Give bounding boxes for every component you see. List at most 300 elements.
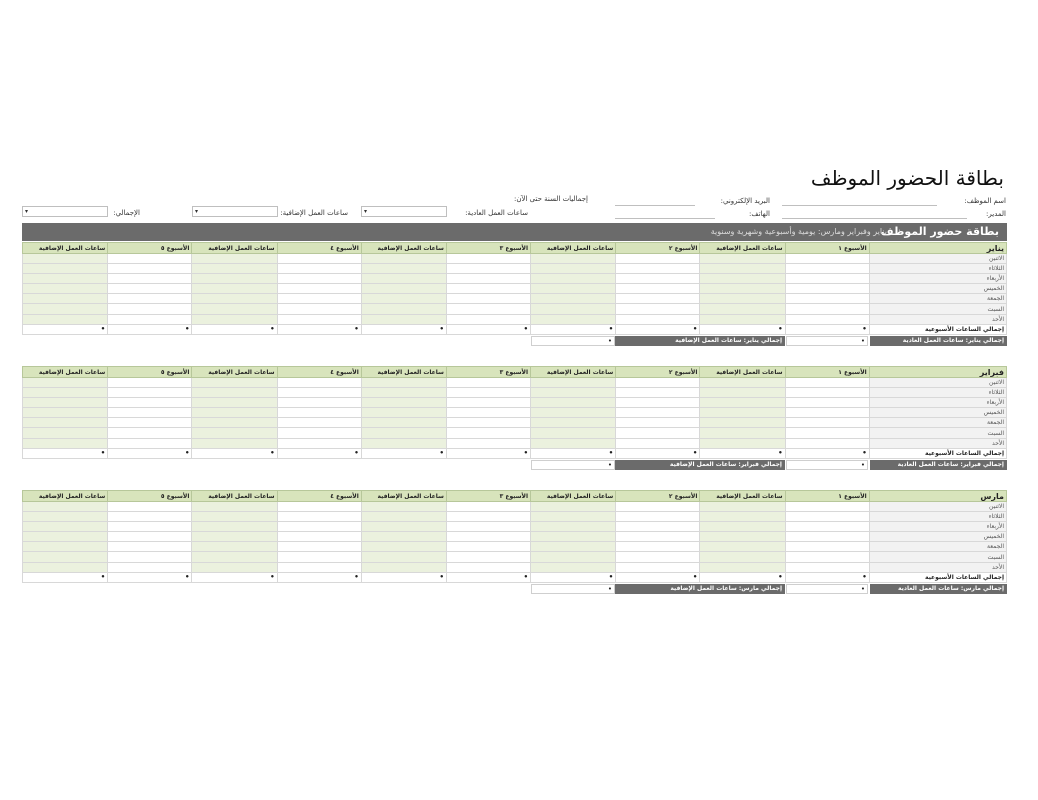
- section-banner: [22, 223, 1007, 241]
- overtime-hours-cell[interactable]: [700, 438, 785, 448]
- regular-hours-cell[interactable]: [446, 304, 530, 314]
- overtime-hours-cell[interactable]: [531, 542, 616, 552]
- overtime-hours-cell[interactable]: [361, 542, 446, 552]
- weekly-total-value: [446, 448, 530, 458]
- overtime-hours-cell[interactable]: [192, 284, 277, 294]
- regular-hours-cell[interactable]: [446, 294, 530, 304]
- overtime-hours-cell[interactable]: [361, 562, 446, 572]
- overtime-hours-cell[interactable]: [192, 254, 277, 264]
- regular-hours-cell[interactable]: [277, 378, 361, 388]
- total-label: الإجمالي:: [113, 209, 140, 217]
- overtime-hours-cell[interactable]: [192, 274, 277, 284]
- regular-total-label: إجمالي مارس: ساعات العمل العادية: [870, 584, 1007, 594]
- weekly-total-value: [277, 448, 361, 458]
- regular-hours-cell[interactable]: [446, 408, 530, 418]
- overtime-hours-cell[interactable]: [192, 512, 277, 522]
- overtime-hours-cell[interactable]: [700, 542, 785, 552]
- regular-hours-cell[interactable]: [446, 378, 530, 388]
- overtime-hours-cell[interactable]: [700, 552, 785, 562]
- overtime-hours-cell[interactable]: [23, 284, 108, 294]
- ytd-label: إجماليات السنة حتى الآن:: [514, 195, 588, 203]
- regular-hours-cell[interactable]: [785, 438, 869, 448]
- weekly-total-row: [23, 572, 1007, 582]
- overtime-hours-cell[interactable]: [192, 304, 277, 314]
- overtime-hours-cell[interactable]: [700, 254, 785, 264]
- regular-hours-cell[interactable]: [616, 284, 700, 294]
- day-label: الثلاثاء: [869, 512, 1006, 522]
- regular-hours-cell[interactable]: [785, 418, 869, 428]
- regular-hours-cell[interactable]: [785, 408, 869, 418]
- column-header: ساعات العمل الإضافية: [531, 367, 616, 378]
- overtime-hours-cell[interactable]: [361, 438, 446, 448]
- overtime-hours-cell[interactable]: [192, 398, 277, 408]
- regular-hours-dropdown[interactable]: [361, 206, 447, 217]
- overtime-hours-cell[interactable]: [192, 314, 277, 324]
- weekly-total-label: إجمالي الساعات الأسبوعية: [869, 448, 1006, 458]
- overtime-hours-cell[interactable]: [531, 264, 616, 274]
- overtime-hours-cell[interactable]: [700, 418, 785, 428]
- overtime-hours-cell[interactable]: [361, 284, 446, 294]
- header-row: [23, 367, 1007, 378]
- overtime-hours-cell[interactable]: [23, 254, 108, 264]
- overtime-hours-cell[interactable]: [700, 314, 785, 324]
- total-bullet: •: [439, 448, 444, 457]
- regular-hours-cell[interactable]: [446, 552, 530, 562]
- overtime-hours-cell[interactable]: [192, 552, 277, 562]
- regular-hours-cell[interactable]: [108, 562, 192, 572]
- day-label: الاثنين: [869, 378, 1006, 388]
- overtime-hours-cell[interactable]: [531, 552, 616, 562]
- overtime-hours-cell[interactable]: [192, 542, 277, 552]
- regular-hours-cell[interactable]: [616, 522, 700, 532]
- regular-hours-cell[interactable]: [616, 438, 700, 448]
- overtime-hours-cell[interactable]: [361, 502, 446, 512]
- column-header: الأسبوع ٥: [108, 367, 192, 378]
- table-row: [23, 264, 1007, 274]
- overtime-hours-cell[interactable]: [531, 408, 616, 418]
- regular-hours-cell[interactable]: [277, 264, 361, 274]
- overtime-hours-cell[interactable]: [361, 418, 446, 428]
- regular-hours-cell[interactable]: [108, 522, 192, 532]
- overtime-hours-cell[interactable]: [700, 274, 785, 284]
- regular-hours-cell[interactable]: [277, 254, 361, 264]
- weekly-total-value: [277, 572, 361, 582]
- weekly-total-value: [700, 572, 785, 582]
- regular-hours-cell[interactable]: [277, 304, 361, 314]
- overtime-hours-cell[interactable]: [700, 304, 785, 314]
- regular-hours-cell[interactable]: [108, 512, 192, 522]
- regular-hours-cell[interactable]: [108, 552, 192, 562]
- regular-hours-cell[interactable]: [446, 254, 530, 264]
- email-field[interactable]: [615, 205, 695, 206]
- day-label: الجمعة: [869, 418, 1006, 428]
- table-row: [23, 274, 1007, 284]
- banner-title: بطاقة حضور الموظف: [880, 225, 999, 238]
- day-label: الأربعاء: [869, 274, 1006, 284]
- overtime-hours-cell[interactable]: [531, 304, 616, 314]
- column-header: ساعات العمل الإضافية: [531, 491, 616, 502]
- total-bullet: •: [523, 448, 529, 457]
- regular-hours-cell[interactable]: [616, 552, 700, 562]
- weekly-total-value: [108, 324, 192, 334]
- total-bullet: •: [608, 572, 614, 581]
- overtime-hours-cell[interactable]: [531, 388, 616, 398]
- overtime-hours-cell[interactable]: [23, 438, 108, 448]
- regular-hours-cell[interactable]: [785, 522, 869, 532]
- month-name: مارس: [869, 491, 1006, 502]
- table-row: [23, 552, 1007, 562]
- overtime-hours-cell[interactable]: [23, 314, 108, 324]
- regular-hours-cell[interactable]: [277, 388, 361, 398]
- table-row: [23, 408, 1007, 418]
- day-label: الأحد: [869, 314, 1006, 324]
- weekly-total-value: [23, 448, 108, 458]
- total-bullet: •: [692, 448, 698, 457]
- regular-hours-cell[interactable]: [446, 502, 530, 512]
- regular-hours-cell[interactable]: [277, 418, 361, 428]
- overtime-hours-cell[interactable]: [531, 502, 616, 512]
- overtime-hours-cell[interactable]: [192, 532, 277, 542]
- total-bullet: •: [354, 324, 359, 333]
- overtime-hours-cell[interactable]: [531, 284, 616, 294]
- overtime-total-label: إجمالي مارس: ساعات العمل الإضافية: [615, 584, 785, 594]
- overtime-hours-cell[interactable]: [700, 502, 785, 512]
- overtime-hours-cell[interactable]: [192, 264, 277, 274]
- overtime-hours-cell[interactable]: [23, 408, 108, 418]
- regular-hours-cell[interactable]: [277, 512, 361, 522]
- overtime-total-value: •: [531, 336, 615, 346]
- overtime-hours-cell[interactable]: [192, 418, 277, 428]
- overtime-hours-cell[interactable]: [531, 438, 616, 448]
- regular-hours-cell[interactable]: [446, 274, 530, 284]
- column-header: الأسبوع ٤: [277, 243, 361, 254]
- regular-hours-cell[interactable]: [446, 388, 530, 398]
- regular-hours-cell[interactable]: [446, 438, 530, 448]
- column-header: ساعات العمل الإضافية: [23, 367, 108, 378]
- regular-hours-cell[interactable]: [108, 502, 192, 512]
- column-header: ساعات العمل الإضافية: [192, 367, 277, 378]
- overtime-hours-cell[interactable]: [361, 254, 446, 264]
- day-label: الاثنين: [869, 502, 1006, 512]
- day-label: الأربعاء: [869, 398, 1006, 408]
- overtime-hours-cell[interactable]: [23, 388, 108, 398]
- regular-hours-cell[interactable]: [785, 264, 869, 274]
- overtime-hours-cell[interactable]: [531, 532, 616, 542]
- overtime-hours-cell[interactable]: [700, 532, 785, 542]
- overtime-hours-cell[interactable]: [531, 378, 616, 388]
- regular-hours-cell[interactable]: [108, 542, 192, 552]
- weekly-total-value: [531, 324, 616, 334]
- regular-hours-cell[interactable]: [785, 284, 869, 294]
- regular-hours-cell[interactable]: [785, 562, 869, 572]
- regular-hours-label: ساعات العمل العادية:: [465, 209, 528, 217]
- regular-hours-cell[interactable]: [785, 274, 869, 284]
- regular-hours-cell[interactable]: [446, 418, 530, 428]
- overtime-hours-cell[interactable]: [23, 294, 108, 304]
- overtime-hours-cell[interactable]: [700, 264, 785, 274]
- overtime-hours-cell[interactable]: [361, 294, 446, 304]
- overtime-hours-cell[interactable]: [361, 304, 446, 314]
- regular-hours-cell[interactable]: [446, 522, 530, 532]
- regular-hours-cell[interactable]: [785, 398, 869, 408]
- column-header: ساعات العمل الإضافية: [23, 491, 108, 502]
- overtime-hours-cell[interactable]: [361, 522, 446, 532]
- regular-hours-cell[interactable]: [277, 428, 361, 438]
- phone-field[interactable]: [615, 218, 715, 219]
- total-bullet: •: [862, 324, 867, 333]
- total-bullet: •: [523, 324, 529, 333]
- overtime-hours-cell[interactable]: [23, 274, 108, 284]
- table-row: [23, 294, 1007, 304]
- regular-hours-cell[interactable]: [277, 532, 361, 542]
- weekly-total-value: [446, 324, 530, 334]
- employee-name-label: اسم الموظف:: [964, 197, 1006, 205]
- overtime-hours-cell[interactable]: [700, 378, 785, 388]
- regular-hours-cell[interactable]: [616, 314, 700, 324]
- chevron-down-icon: ▾: [364, 208, 368, 215]
- overtime-hours-cell[interactable]: [361, 264, 446, 274]
- regular-hours-cell[interactable]: [446, 562, 530, 572]
- regular-hours-cell[interactable]: [446, 398, 530, 408]
- employee-name-field[interactable]: [782, 205, 937, 206]
- regular-hours-cell[interactable]: [785, 542, 869, 552]
- overtime-hours-cell[interactable]: [700, 562, 785, 572]
- regular-hours-cell[interactable]: [616, 398, 700, 408]
- overtime-hours-cell[interactable]: [361, 532, 446, 542]
- overtime-hours-cell[interactable]: [361, 552, 446, 562]
- overtime-hours-cell[interactable]: [361, 428, 446, 438]
- overtime-hours-cell[interactable]: [192, 522, 277, 532]
- overtime-hours-cell[interactable]: [23, 502, 108, 512]
- weekly-total-value: [108, 572, 192, 582]
- table-row: [23, 388, 1007, 398]
- overtime-hours-cell[interactable]: [192, 408, 277, 418]
- regular-hours-cell[interactable]: [616, 264, 700, 274]
- regular-hours-cell[interactable]: [108, 378, 192, 388]
- total-bullet: •: [270, 572, 275, 581]
- regular-total-value: •: [786, 584, 868, 594]
- overtime-hours-cell[interactable]: [700, 294, 785, 304]
- regular-hours-cell[interactable]: [108, 294, 192, 304]
- overtime-hours-cell[interactable]: [23, 398, 108, 408]
- column-header: ساعات العمل الإضافية: [700, 367, 785, 378]
- regular-hours-cell[interactable]: [108, 418, 192, 428]
- overtime-hours-cell[interactable]: [192, 502, 277, 512]
- regular-hours-cell[interactable]: [785, 552, 869, 562]
- regular-hours-cell[interactable]: [277, 284, 361, 294]
- overtime-hours-cell[interactable]: [700, 522, 785, 532]
- regular-hours-cell[interactable]: [277, 438, 361, 448]
- month-section-3: [22, 490, 1007, 595]
- overtime-dropdown[interactable]: [192, 206, 278, 217]
- regular-hours-cell[interactable]: [277, 542, 361, 552]
- total-bullet: •: [862, 572, 867, 581]
- overtime-hours-cell[interactable]: [531, 314, 616, 324]
- regular-hours-cell[interactable]: [616, 502, 700, 512]
- regular-hours-cell[interactable]: [616, 304, 700, 314]
- overtime-hours-cell[interactable]: [23, 304, 108, 314]
- regular-hours-cell[interactable]: [277, 552, 361, 562]
- regular-hours-cell[interactable]: [108, 274, 192, 284]
- manager-field[interactable]: [782, 218, 967, 219]
- weekly-total-value: [531, 572, 616, 582]
- regular-hours-cell[interactable]: [277, 274, 361, 284]
- overtime-hours-cell[interactable]: [531, 562, 616, 572]
- regular-hours-cell[interactable]: [785, 304, 869, 314]
- column-header: الأسبوع ١: [785, 243, 869, 254]
- regular-hours-cell[interactable]: [108, 428, 192, 438]
- regular-hours-cell[interactable]: [277, 398, 361, 408]
- regular-hours-cell[interactable]: [446, 512, 530, 522]
- regular-hours-cell[interactable]: [785, 388, 869, 398]
- overtime-hours-cell[interactable]: [700, 428, 785, 438]
- regular-hours-cell[interactable]: [108, 304, 192, 314]
- overtime-hours-cell[interactable]: [531, 398, 616, 408]
- overtime-hours-cell[interactable]: [192, 438, 277, 448]
- regular-hours-cell[interactable]: [785, 254, 869, 264]
- header-row: [23, 243, 1007, 254]
- column-header: ساعات العمل الإضافية: [531, 243, 616, 254]
- regular-hours-cell[interactable]: [446, 532, 530, 542]
- table-row: [23, 254, 1007, 264]
- overtime-hours-cell[interactable]: [700, 408, 785, 418]
- column-header: الأسبوع ١: [785, 367, 869, 378]
- overtime-hours-cell[interactable]: [700, 512, 785, 522]
- overtime-hours-cell[interactable]: [192, 388, 277, 398]
- overtime-hours-cell[interactable]: [700, 284, 785, 294]
- regular-hours-cell[interactable]: [446, 428, 530, 438]
- regular-total-value: •: [786, 336, 868, 346]
- table-row: [23, 542, 1007, 552]
- total-bullet: •: [184, 448, 190, 457]
- regular-hours-cell[interactable]: [616, 428, 700, 438]
- total-dropdown[interactable]: [22, 206, 108, 217]
- regular-hours-cell[interactable]: [446, 284, 530, 294]
- overtime-hours-cell[interactable]: [531, 428, 616, 438]
- regular-hours-cell[interactable]: [785, 428, 869, 438]
- regular-hours-cell[interactable]: [277, 408, 361, 418]
- regular-hours-cell[interactable]: [785, 532, 869, 542]
- overtime-hours-cell[interactable]: [23, 378, 108, 388]
- regular-hours-cell[interactable]: [277, 294, 361, 304]
- overtime-hours-cell[interactable]: [531, 294, 616, 304]
- overtime-hours-cell[interactable]: [23, 562, 108, 572]
- table-row: [23, 512, 1007, 522]
- regular-hours-cell[interactable]: [108, 398, 192, 408]
- overtime-hours-cell[interactable]: [23, 512, 108, 522]
- overtime-hours-cell[interactable]: [531, 512, 616, 522]
- overtime-hours-cell[interactable]: [23, 264, 108, 274]
- regular-hours-cell[interactable]: [446, 264, 530, 274]
- weekly-total-value: [785, 572, 869, 582]
- regular-hours-cell[interactable]: [785, 314, 869, 324]
- overtime-hours-cell[interactable]: [23, 542, 108, 552]
- overtime-hours-cell[interactable]: [531, 274, 616, 284]
- overtime-hours-cell[interactable]: [23, 522, 108, 532]
- regular-hours-cell[interactable]: [108, 254, 192, 264]
- overtime-hours-cell[interactable]: [23, 418, 108, 428]
- overtime-hours-cell[interactable]: [361, 388, 446, 398]
- regular-hours-cell[interactable]: [277, 522, 361, 532]
- total-bullet: •: [778, 572, 783, 581]
- regular-hours-cell[interactable]: [785, 512, 869, 522]
- regular-hours-cell[interactable]: [616, 388, 700, 398]
- regular-hours-cell[interactable]: [108, 438, 192, 448]
- overtime-hours-cell[interactable]: [531, 522, 616, 532]
- regular-hours-cell[interactable]: [785, 502, 869, 512]
- weekly-total-value: [192, 572, 277, 582]
- overtime-hours-cell[interactable]: [23, 428, 108, 438]
- regular-hours-cell[interactable]: [446, 542, 530, 552]
- regular-hours-cell[interactable]: [108, 264, 192, 274]
- regular-hours-cell[interactable]: [616, 532, 700, 542]
- overtime-hours-cell[interactable]: [192, 428, 277, 438]
- overtime-hours-cell[interactable]: [23, 552, 108, 562]
- regular-hours-cell[interactable]: [616, 418, 700, 428]
- total-bullet: •: [608, 448, 614, 457]
- overtime-hours-cell[interactable]: [192, 562, 277, 572]
- regular-hours-cell[interactable]: [108, 408, 192, 418]
- regular-hours-cell[interactable]: [616, 378, 700, 388]
- regular-hours-cell[interactable]: [785, 378, 869, 388]
- overtime-hours-cell[interactable]: [23, 532, 108, 542]
- regular-hours-cell[interactable]: [108, 388, 192, 398]
- regular-hours-cell[interactable]: [616, 294, 700, 304]
- regular-hours-cell[interactable]: [616, 512, 700, 522]
- total-bullet: •: [608, 324, 614, 333]
- regular-hours-cell[interactable]: [616, 254, 700, 264]
- overtime-hours-cell[interactable]: [531, 254, 616, 264]
- day-label: السبت: [869, 304, 1006, 314]
- overtime-total-value: •: [531, 460, 615, 470]
- overtime-hours-cell[interactable]: [361, 314, 446, 324]
- total-bullet: •: [184, 324, 190, 333]
- regular-hours-cell[interactable]: [108, 532, 192, 542]
- overtime-hours-cell[interactable]: [361, 512, 446, 522]
- weekly-total-value: [785, 324, 869, 334]
- regular-hours-cell[interactable]: [446, 314, 530, 324]
- regular-hours-cell[interactable]: [108, 284, 192, 294]
- regular-hours-cell[interactable]: [616, 562, 700, 572]
- overtime-hours-cell[interactable]: [531, 418, 616, 428]
- regular-hours-cell[interactable]: [108, 314, 192, 324]
- overtime-total-label: إجمالي فبراير: ساعات العمل الإضافية: [615, 460, 785, 470]
- day-label: السبت: [869, 428, 1006, 438]
- table-row: [23, 532, 1007, 542]
- email-label: البريد الإلكتروني:: [720, 197, 770, 205]
- overtime-hours-cell[interactable]: [361, 408, 446, 418]
- regular-hours-cell[interactable]: [277, 314, 361, 324]
- weekly-total-value: [446, 572, 530, 582]
- overtime-hours-cell[interactable]: [361, 274, 446, 284]
- overtime-hours-cell[interactable]: [192, 294, 277, 304]
- regular-hours-cell[interactable]: [616, 408, 700, 418]
- overtime-hours-cell[interactable]: [700, 398, 785, 408]
- overtime-total-label: إجمالي يناير: ساعات العمل الإضافية: [615, 336, 785, 346]
- overtime-hours-cell[interactable]: [361, 398, 446, 408]
- regular-hours-cell[interactable]: [277, 502, 361, 512]
- regular-hours-cell[interactable]: [616, 542, 700, 552]
- total-bullet: •: [100, 448, 106, 457]
- column-header: الأسبوع ٣: [446, 243, 530, 254]
- regular-hours-cell[interactable]: [785, 294, 869, 304]
- overtime-hours-cell[interactable]: [700, 388, 785, 398]
- column-header: ساعات العمل الإضافية: [192, 491, 277, 502]
- regular-hours-cell[interactable]: [616, 274, 700, 284]
- overtime-hours-cell[interactable]: [192, 378, 277, 388]
- regular-hours-cell[interactable]: [277, 562, 361, 572]
- overtime-hours-cell[interactable]: [361, 378, 446, 388]
